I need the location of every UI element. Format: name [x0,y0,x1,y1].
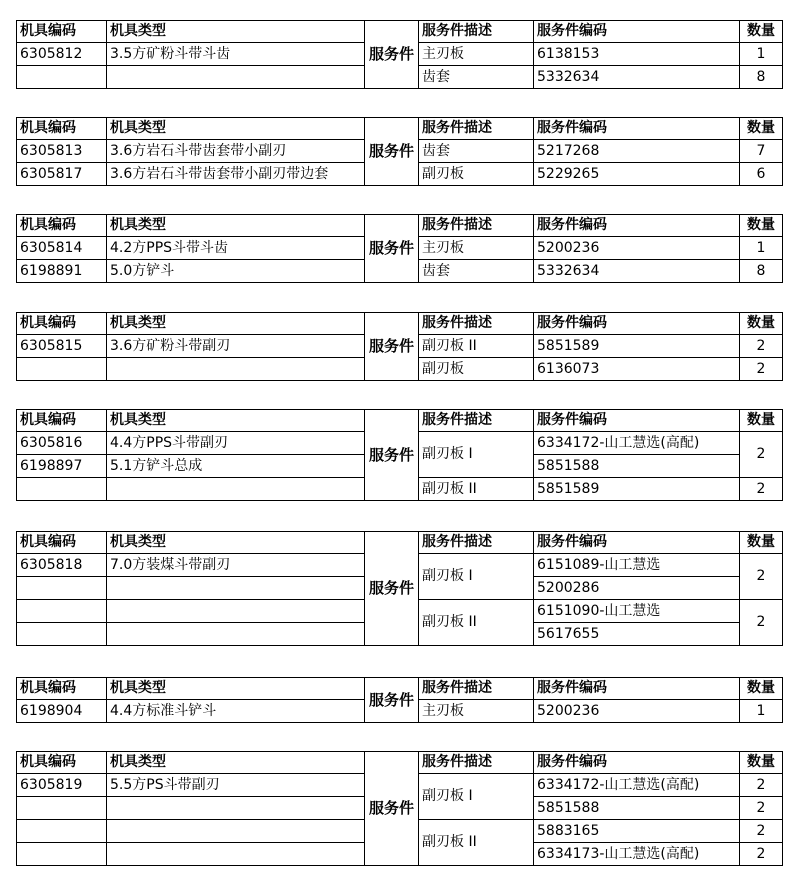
part-code: 6334172-山工慧选(高配) [534,774,740,797]
machine-code: 6305819 [17,774,107,797]
machine-type: 3.5方矿粉斗带斗齿 [107,43,365,66]
part-desc: 主刃板 [419,237,534,260]
part-code: 5851589 [534,335,740,358]
header-machine-code: 机具编码 [17,215,107,237]
machine-code-empty [17,600,107,623]
machine-code-empty [17,843,107,866]
header-desc: 服务件描述 [419,532,534,554]
header-part-code: 服务件编码 [534,532,740,554]
machine-code: 6305812 [17,43,107,66]
part-desc: 主刃板 [419,43,534,66]
machine-type: 3.6方岩石斗带齿套带小副刃带边套 [107,163,365,186]
header-desc: 服务件描述 [419,21,534,43]
machine-code-empty [17,820,107,843]
part-desc: 副刃板 I [419,554,534,600]
part-code: 5883165 [534,820,740,843]
part-desc: 主刃板 [419,700,534,723]
part-qty: 8 [740,66,783,89]
part-code: 6138153 [534,43,740,66]
machine-code-empty [17,797,107,820]
header-part-code: 服务件编码 [534,678,740,700]
header-part-code: 服务件编码 [534,215,740,237]
part-desc: 齿套 [419,66,534,89]
part-code: 6151090-山工慧选 [534,600,740,623]
machine-type: 4.4方PPS斗带副刃 [107,432,365,455]
header-machine-code: 机具编码 [17,752,107,774]
header-qty: 数量 [740,532,783,554]
header-qty: 数量 [740,118,783,140]
part-qty: 6 [740,163,783,186]
part-code: 6334172-山工慧选(高配) [534,432,740,455]
part-desc: 齿套 [419,260,534,283]
part-code: 5217268 [534,140,740,163]
service-table-1 [16,20,783,89]
header-machine-type: 机具类型 [107,532,365,554]
machine-type-empty [107,843,365,866]
part-qty: 2 [740,820,783,843]
machine-type-empty [107,66,365,89]
header-part-code: 服务件编码 [534,21,740,43]
machine-type: 4.4方标准斗铲斗 [107,700,365,723]
part-desc: 副刃板 II [419,335,534,358]
machine-code: 6305818 [17,554,107,577]
service-label: 服务件 [365,313,419,381]
machine-type: 5.5方PS斗带副刃 [107,774,365,797]
header-desc: 服务件描述 [419,313,534,335]
header-machine-type: 机具类型 [107,752,365,774]
header-machine-type: 机具类型 [107,678,365,700]
part-code: 5229265 [534,163,740,186]
part-code: 5200236 [534,237,740,260]
part-desc: 副刃板 [419,358,534,381]
part-qty: 2 [740,432,783,478]
header-machine-code: 机具编码 [17,21,107,43]
service-table-5 [16,409,783,501]
header-machine-type: 机具类型 [107,410,365,432]
service-label: 服务件 [365,532,419,646]
header-machine-type: 机具类型 [107,215,365,237]
machine-type-empty [107,478,365,501]
part-qty: 2 [740,843,783,866]
header-machine-code: 机具编码 [17,532,107,554]
part-qty: 7 [740,140,783,163]
machine-code-empty [17,66,107,89]
part-qty: 2 [740,478,783,501]
service-label: 服务件 [365,21,419,89]
header-part-code: 服务件编码 [534,313,740,335]
machine-type: 3.6方岩石斗带齿套带小副刃 [107,140,365,163]
part-qty: 8 [740,260,783,283]
service-table-8 [16,751,783,866]
part-qty: 1 [740,43,783,66]
machine-type-empty [107,358,365,381]
part-code: 6151089-山工慧选 [534,554,740,577]
part-desc: 齿套 [419,140,534,163]
part-desc: 副刃板 II [419,600,534,646]
part-code: 5200236 [534,700,740,723]
part-desc: 副刃板 [419,163,534,186]
part-desc: 副刃板 I [419,432,534,478]
service-table-4 [16,312,783,381]
part-qty: 2 [740,335,783,358]
service-table-7 [16,677,783,723]
header-machine-type: 机具类型 [107,118,365,140]
machine-code-empty [17,623,107,646]
header-part-code: 服务件编码 [534,410,740,432]
header-qty: 数量 [740,313,783,335]
machine-code: 6305817 [17,163,107,186]
part-code: 6136073 [534,358,740,381]
machine-type-empty [107,600,365,623]
part-qty: 2 [740,774,783,797]
part-code: 5332634 [534,260,740,283]
header-qty: 数量 [740,410,783,432]
machine-type: 5.0方铲斗 [107,260,365,283]
machine-code: 6198891 [17,260,107,283]
part-desc: 副刃板 I [419,774,534,820]
part-qty: 2 [740,358,783,381]
machine-type: 3.6方矿粉斗带副刃 [107,335,365,358]
machine-code-empty [17,358,107,381]
service-label: 服务件 [365,215,419,283]
part-desc: 副刃板 II [419,820,534,866]
part-qty: 2 [740,554,783,600]
header-machine-type: 机具类型 [107,313,365,335]
machine-code: 6305816 [17,432,107,455]
machine-type: 4.2方PPS斗带斗齿 [107,237,365,260]
header-machine-code: 机具编码 [17,410,107,432]
part-code: 5332634 [534,66,740,89]
machine-type-empty [107,577,365,600]
part-qty: 2 [740,797,783,820]
service-label: 服务件 [365,118,419,186]
header-desc: 服务件描述 [419,215,534,237]
machine-code: 6198904 [17,700,107,723]
machine-code: 6305813 [17,140,107,163]
machine-type-empty [107,623,365,646]
part-code: 5851588 [534,797,740,820]
header-qty: 数量 [740,21,783,43]
part-code: 5617655 [534,623,740,646]
part-qty: 1 [740,237,783,260]
header-part-code: 服务件编码 [534,752,740,774]
machine-code: 6305815 [17,335,107,358]
header-machine-code: 机具编码 [17,118,107,140]
header-machine-code: 机具编码 [17,678,107,700]
service-table-3 [16,214,783,283]
header-machine-type: 机具类型 [107,21,365,43]
header-desc: 服务件描述 [419,752,534,774]
header-qty: 数量 [740,678,783,700]
header-part-code: 服务件编码 [534,118,740,140]
header-desc: 服务件描述 [419,410,534,432]
part-code: 5851588 [534,455,740,478]
service-table-6 [16,531,783,646]
header-desc: 服务件描述 [419,118,534,140]
header-machine-code: 机具编码 [17,313,107,335]
header-qty: 数量 [740,752,783,774]
service-label: 服务件 [365,410,419,501]
part-qty: 1 [740,700,783,723]
service-label: 服务件 [365,678,419,723]
part-code: 6334173-山工慧选(高配) [534,843,740,866]
service-table-2 [16,117,783,186]
part-qty: 2 [740,600,783,646]
machine-code: 6305814 [17,237,107,260]
part-desc: 副刃板 II [419,478,534,501]
part-code: 5200286 [534,577,740,600]
machine-type: 7.0方装煤斗带副刃 [107,554,365,577]
part-code: 5851589 [534,478,740,501]
machine-type-empty [107,820,365,843]
service-label: 服务件 [365,752,419,866]
header-qty: 数量 [740,215,783,237]
machine-code: 6198897 [17,455,107,478]
header-desc: 服务件描述 [419,678,534,700]
machine-type: 5.1方铲斗总成 [107,455,365,478]
machine-code-empty [17,577,107,600]
machine-code-empty [17,478,107,501]
machine-type-empty [107,797,365,820]
